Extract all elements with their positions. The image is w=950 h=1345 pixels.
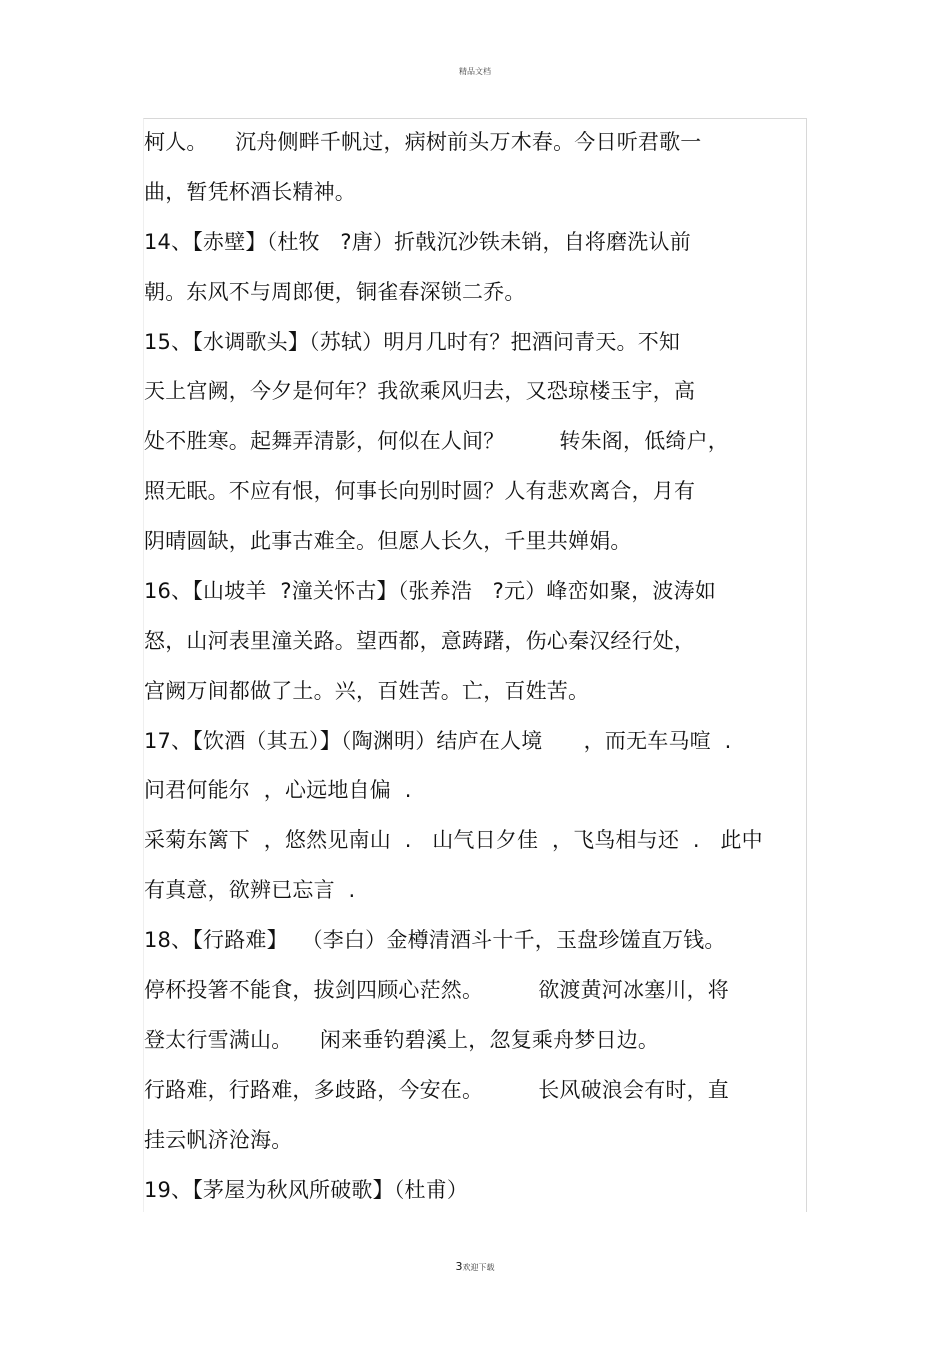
page-number: 3 [455,1260,463,1273]
text-line: 柯人。 沉舟侧畔千帆过，病树前头万木春。今日听君歌一 [144,130,702,154]
text-line: 18、【行路难】 （李白）金樽清酒斗十千，玉盘珍馐直万钱。 [144,928,726,952]
text-line: 采菊东篱下 ，悠然见南山 . 山气日夕佳 ，飞鸟相与还 . 此中 [144,828,763,852]
text-line: 怒，山河表里潼关路。望西都，意踌躇，伤心秦汉经行处， [144,629,696,653]
text-line: 曲，暂凭杯酒长精神。 [144,180,356,204]
text-line: 有真意，欲辨已忘言 . [144,878,356,902]
text-line: 照无眠。不应有恨，何事长向别时圆？人有悲欢离合，月有 [144,479,696,503]
page-header: 精品文档 [459,67,491,76]
text-line: 阴晴圆缺，此事古难全。但愿人长久，千里共婵娟。 [144,529,632,553]
text-line: 行路难，行路难，多歧路，今安在。 长风破浪会有时，直 [144,1078,729,1102]
text-line: 挂云帆济沧海。 [144,1128,293,1152]
text-line: 14、【赤壁】（杜牧 ?唐）折戟沉沙铁未销，自将磨洗认前 [144,230,691,254]
text-line: 停杯投箸不能食，拔剑四顾心茫然。 欲渡黄河冰塞川，将 [144,978,729,1002]
text-line: 15、【水调歌头】（苏轼）明月几时有？把酒问青天。不知 [144,330,681,354]
text-line: 宫阙万间都做了土。兴，百姓苦。亡，百姓苦。 [144,679,590,703]
text-line: 天上宫阙，今夕是何年？我欲乘风归去，又恐琼楼玉宇，高 [144,379,696,403]
text-line: 登太行雪满山。 闲来垂钓碧溪上，忽复乘舟梦日边。 [144,1028,660,1052]
footer-text: 欢迎下载 [462,1263,495,1272]
text-line: 19、【茅屋为秋风所破歌】（杜甫） [144,1178,469,1202]
text-line: 17、【饮酒（其五）】（陶渊明）结庐在人境 ，而无车马喧 . [144,729,732,753]
page-footer [0,1260,950,1273]
text-line: 朝。东风不与周郎便，铜雀春深锁二乔。 [144,280,526,304]
text-line: 处不胜寒。起舞弄清影，何似在人间？ 转朱阁，低绮户， [144,429,729,453]
text-line: 问君何能尔 ，心远地自偏 . [144,778,412,802]
text-line: 16、【山坡羊 ?潼关怀古】（张养浩 ?元）峰峦如聚，波涛如 [144,579,716,603]
